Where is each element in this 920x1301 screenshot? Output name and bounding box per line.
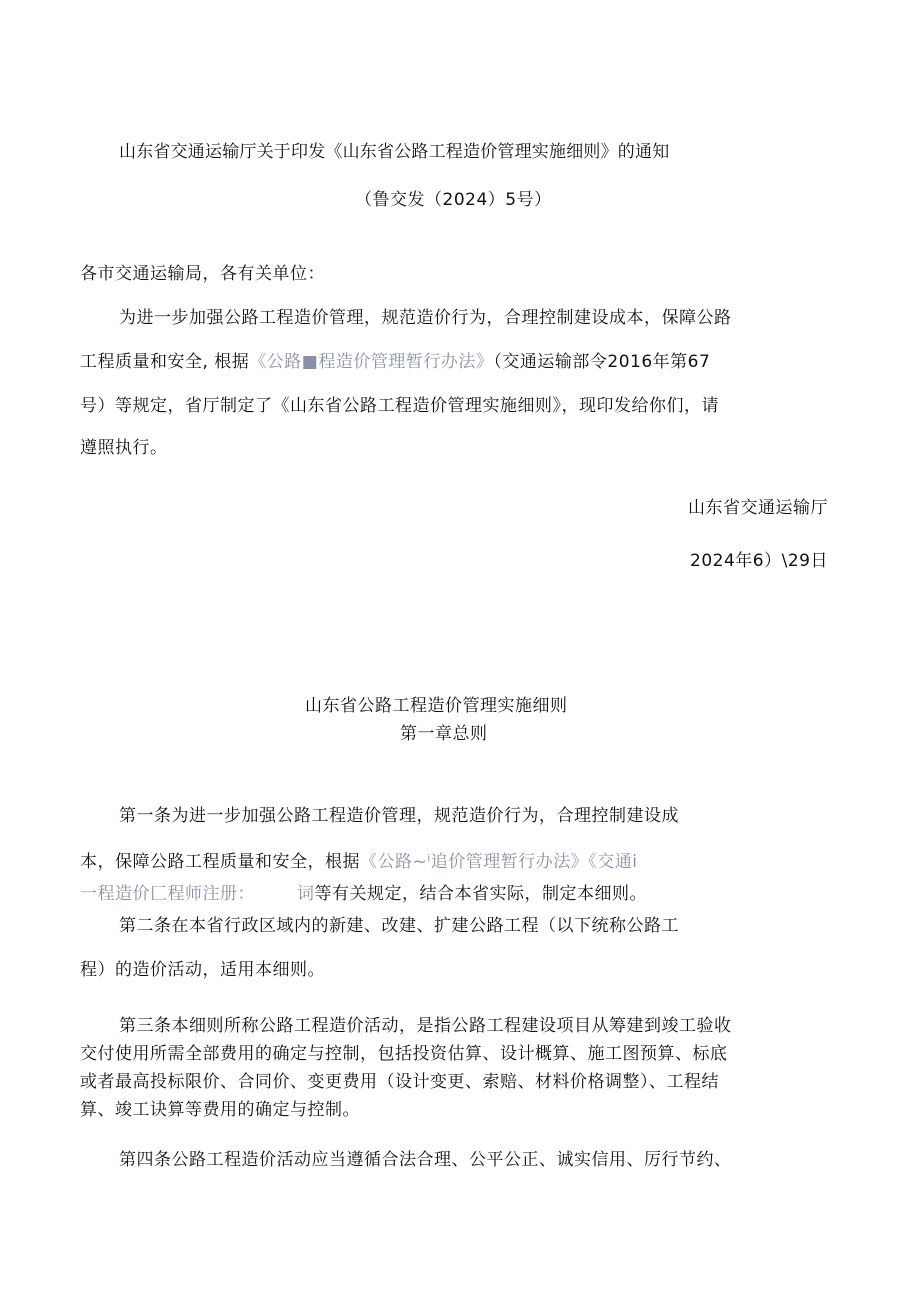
article-1-line <box>80 882 647 906</box>
notice-paragraph-line: 遵照执行。 <box>80 438 168 458</box>
notice-paragraph-line: 为进一步加强公路工程造价管理，规范造价行为，合理控制建设成本，保障公路 <box>119 308 732 328</box>
article-2-line: 程）的造价活动，适用本细则。 <box>80 960 325 980</box>
article-3-line: 算、竣工诀算等费用的确定与控制。 <box>80 1100 360 1120</box>
regulation-link[interactable]: 词 <box>297 884 315 904</box>
paragraph-text: 本，保障公路工程质量和安全，根据 <box>80 852 360 872</box>
article-4-line: 第四条公路工程造价活动应当遵循合法合理、公平公正、诚实信用、厉行节约、 <box>119 1150 732 1170</box>
paragraph-text: 等有关规定，结合本省实际，制定本细则。 <box>314 884 647 904</box>
rules-title: 山东省公路工程造价管理实施细则 <box>305 696 568 716</box>
article-1-line: 第一条为进一步加强公路工程造价管理，规范造价行为，合理控制建设成 <box>119 806 679 826</box>
notice-title: 山东省交通运输厅关于印发《山东省公路工程造价管理实施细则》的通知 <box>119 142 670 162</box>
article-1-line <box>80 850 638 874</box>
notice-date: 2024年6）\29日 <box>690 551 828 571</box>
regulation-link[interactable]: 一程造价匚程师注册： <box>80 884 255 904</box>
article-3-line: 第三条本细则所称公路工程造价活动，是指公路工程建设项目从筹建到竣工验收 <box>119 1016 732 1036</box>
article-2-line: 第二条在本省行政区域内的新建、改建、扩建公路工程（以下统称公路工 <box>119 916 679 936</box>
paragraph-text: （交通运输部令2016年第67 <box>493 352 711 372</box>
signature: 山东省交通运输厅 <box>688 498 828 518</box>
article-3-line: 交付使用所需全部费用的确定与控制，包括投资估算、设计概算、施工图预算、标底 <box>80 1044 728 1064</box>
salutation: 各市交通运输局，各有关单位： <box>80 264 325 284</box>
regulation-link[interactable]: 《公路~ⁱ追价管理暂行办法》《交通i <box>360 852 638 872</box>
notice-paragraph-line: 号）等规定，省厅制定了《山东省公路工程造价管理实施细则》，现印发给你们，请 <box>80 396 719 416</box>
doc-number: （鲁交发（2024）5号） <box>355 190 552 210</box>
article-3-line: 或者最高投标限价、合同价、变更费用（设计变更、索赔、材料价格调整）、工程结 <box>80 1072 719 1092</box>
paragraph-text: 工程质量和安全, 根据 <box>80 352 250 372</box>
chapter-heading: 第一章总则 <box>400 724 488 744</box>
regulation-link[interactable]: 《公路■程造价管理暂行办法》 <box>249 352 494 372</box>
notice-paragraph-line <box>80 350 710 374</box>
